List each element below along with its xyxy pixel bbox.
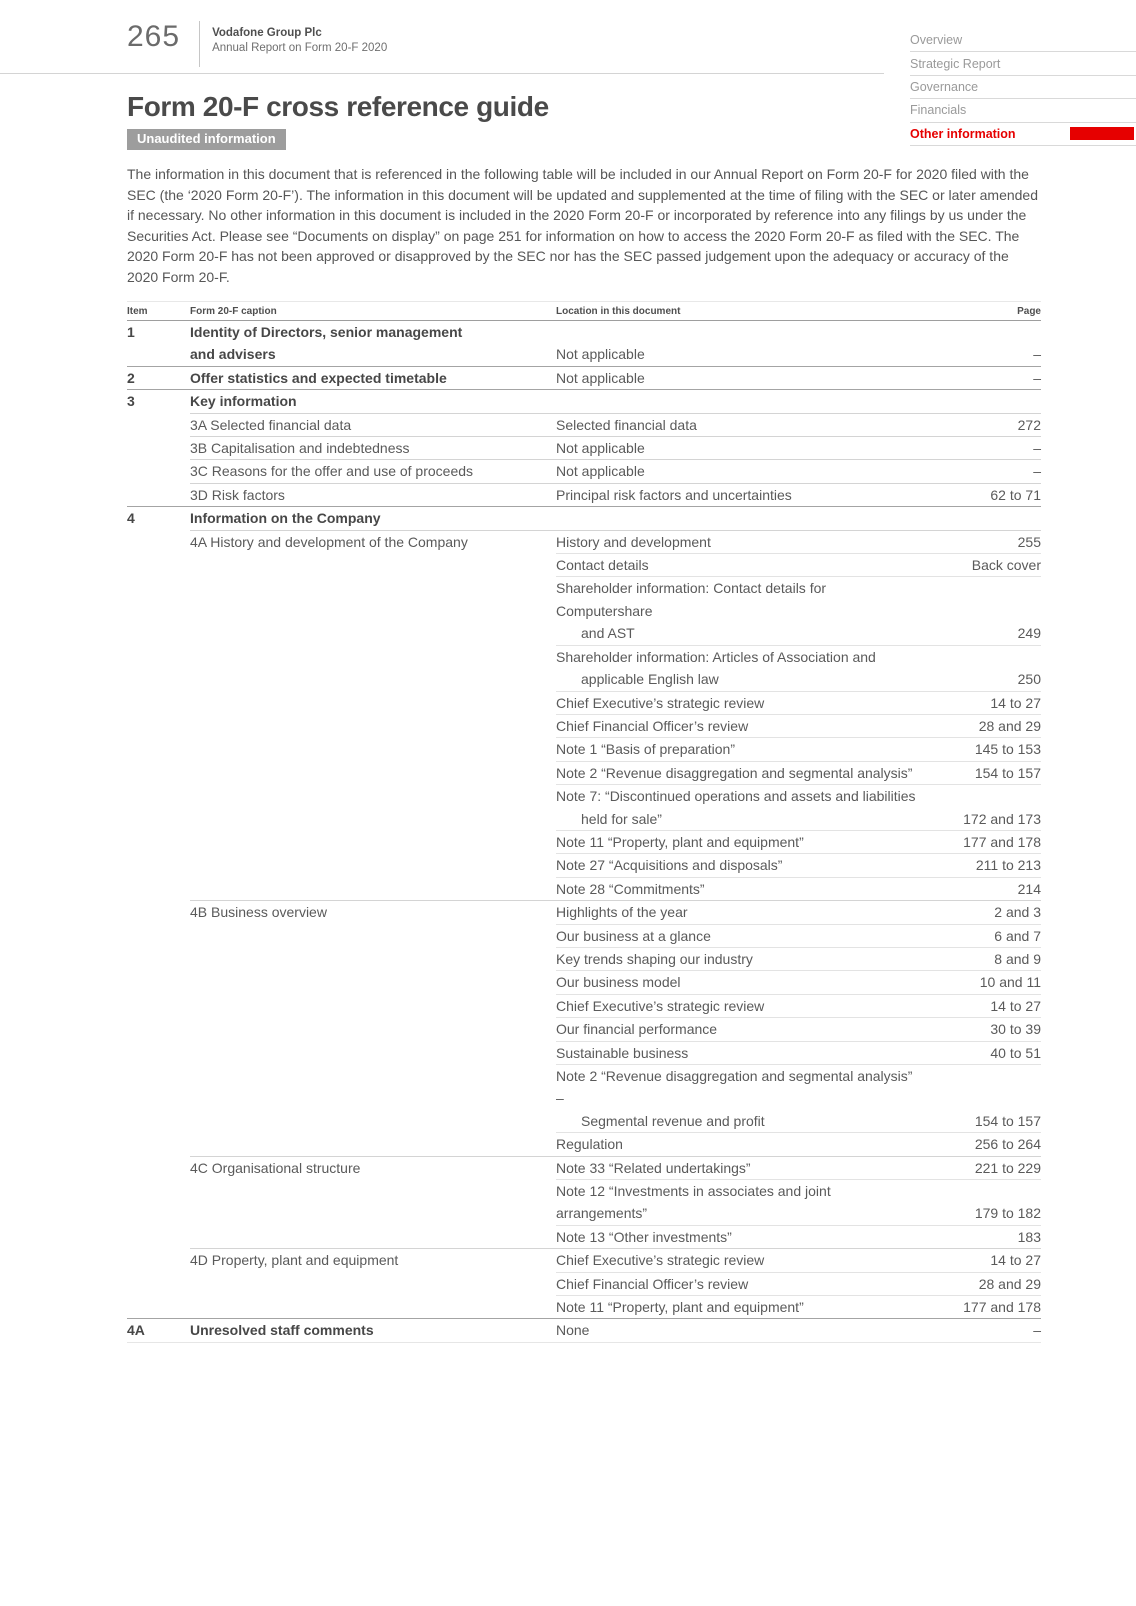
- page-cell: 145 to 153: [921, 738, 1041, 761]
- table-row: [127, 437, 1041, 460]
- section-nav: [910, 29, 1136, 146]
- table-row: [127, 691, 1041, 714]
- item-cell: [127, 1018, 190, 1041]
- table-row-item-1: [127, 321, 1041, 367]
- table-row: [127, 483, 1041, 506]
- page-cell: 14 to 27: [921, 1249, 1041, 1272]
- location-cell: Not applicable: [556, 437, 921, 460]
- table-row: [127, 577, 1041, 645]
- page-cell: –: [921, 1319, 1041, 1342]
- table-header-row: [127, 302, 1041, 321]
- table-row: [127, 1272, 1041, 1295]
- item-cell: [127, 854, 190, 877]
- item-cell: [127, 691, 190, 714]
- page-header: [0, 0, 884, 74]
- caption-cell: Information on the Company: [190, 507, 556, 530]
- caption-cell: [190, 761, 556, 784]
- item-cell: [127, 901, 190, 924]
- caption-cell: [190, 691, 556, 714]
- location-cell: Chief Executive’s strategic review: [556, 691, 921, 714]
- location-cell: Our business model: [556, 971, 921, 994]
- location-cell: Sustainable business: [556, 1041, 921, 1064]
- location-cell: Note 33 “Related undertakings”: [556, 1156, 921, 1179]
- table-row: [127, 1180, 1041, 1226]
- page-cell: 8 and 9: [921, 947, 1041, 970]
- intro-paragraph: The information in this document that is referenced in the following table will be included in our Annual Report on Form 20-F for 2020 filed with the SEC (the ‘2020 Form 20-F’). The information in this document will be updated and supplemented at the time of filing with the SEC or later amended if necessary. No other information in this document is included in the 2020 Form 20-F or incorporated by reference into any filings by us under the Securities Act. Please see “Documents on display” on page 251 for information on how to access the 2020 Form 20-F as filed with the SEC. The 2020 Form 20-F has not been approved or disapproved by the SEC nor has the SEC passed judgement upon the adequacy or accuracy of the 2020 Form 20-F.: [127, 166, 1038, 285]
- nav-item-label: Strategic Report: [910, 56, 1001, 71]
- page-cell: 154 to 157: [921, 1065, 1041, 1133]
- table-row: [127, 460, 1041, 483]
- column-header-page: Page: [921, 302, 1041, 321]
- location-cell: Note 7: “Discontinued operations and assets and liabilities held for sale”: [556, 785, 921, 831]
- table-row: [127, 901, 1041, 924]
- location-cell: Not applicable: [556, 321, 921, 367]
- nav-item-label: Other information: [910, 126, 1016, 141]
- item-cell: [127, 1249, 190, 1272]
- item-cell: 4: [127, 507, 190, 530]
- nav-item-strategic-report[interactable]: [910, 52, 1136, 75]
- location-cell: Note 11 “Property, plant and equipment”: [556, 1296, 921, 1319]
- caption-cell: [190, 877, 556, 900]
- page-cell: 14 to 27: [921, 994, 1041, 1017]
- item-cell: [127, 738, 190, 761]
- table-row: [127, 1296, 1041, 1319]
- company-name: Vodafone Group Plc: [212, 27, 322, 39]
- caption-cell: [190, 1296, 556, 1319]
- location-cell: Key trends shaping our industry: [556, 947, 921, 970]
- active-section-indicator-bar: [1070, 127, 1134, 140]
- caption-cell: [190, 577, 556, 645]
- page-cell: 62 to 71: [921, 483, 1041, 506]
- location-cell: Shareholder information: Contact details for Computershare and AST: [556, 577, 921, 645]
- caption-cell: 3A Selected financial data: [190, 413, 556, 436]
- table-row-item-2: [127, 366, 1041, 389]
- caption-cell: [190, 1272, 556, 1295]
- location-cell: History and development: [556, 530, 921, 553]
- item-cell: [127, 530, 190, 553]
- caption-cell: [190, 971, 556, 994]
- page-number: 265: [127, 20, 181, 53]
- caption-cell: [190, 1133, 556, 1156]
- location-cell: Chief Executive’s strategic review: [556, 1249, 921, 1272]
- page-title: Form 20-F cross reference guide: [127, 91, 549, 122]
- item-cell: 1: [127, 321, 190, 367]
- table-row: [127, 714, 1041, 737]
- location-cell: [556, 507, 921, 530]
- nav-item-label: Financials: [910, 103, 967, 118]
- header-divider: [199, 21, 200, 67]
- item-cell: [127, 1296, 190, 1319]
- item-cell: [127, 437, 190, 460]
- caption-cell: 4B Business overview: [190, 901, 556, 924]
- table-row: [127, 924, 1041, 947]
- table-row: [127, 1041, 1041, 1064]
- item-cell: [127, 483, 190, 506]
- page-cell: 249: [921, 577, 1041, 645]
- location-cell: Selected financial data: [556, 413, 921, 436]
- caption-cell: Offer statistics and expected timetable: [190, 366, 556, 389]
- item-cell: [127, 830, 190, 853]
- location-cell: Our business at a glance: [556, 924, 921, 947]
- table-row: [127, 1133, 1041, 1156]
- column-header-location: Location in this document: [556, 302, 921, 321]
- table-row: [127, 761, 1041, 784]
- item-cell: [127, 554, 190, 577]
- item-cell: [127, 714, 190, 737]
- location-cell: Highlights of the year: [556, 901, 921, 924]
- table-row: [127, 947, 1041, 970]
- location-cell: Note 28 “Commitments”: [556, 877, 921, 900]
- page-cell: 177 and 178: [921, 830, 1041, 853]
- caption-cell: 3C Reasons for the offer and use of proceeds: [190, 460, 556, 483]
- location-cell: Note 2 “Revenue disaggregation and segmental analysis” – Segmental revenue and profit: [556, 1065, 921, 1133]
- item-cell: [127, 1272, 190, 1295]
- page-cell: 183: [921, 1225, 1041, 1248]
- location-cell: Chief Financial Officer’s review: [556, 714, 921, 737]
- caption-cell: 4D Property, plant and equipment: [190, 1249, 556, 1272]
- page-cell: 177 and 178: [921, 1296, 1041, 1319]
- location-cell: Shareholder information: Articles of Association and applicable English law: [556, 645, 921, 691]
- page-cell: 272: [921, 413, 1041, 436]
- item-cell: [127, 577, 190, 645]
- location-cell: Note 27 “Acquisitions and disposals”: [556, 854, 921, 877]
- table-row: [127, 413, 1041, 436]
- page-cell: 154 to 157: [921, 761, 1041, 784]
- table-row: [127, 530, 1041, 553]
- location-cell: Chief Financial Officer’s review: [556, 1272, 921, 1295]
- location-cell: Contact details: [556, 554, 921, 577]
- item-cell: [127, 1156, 190, 1179]
- nav-item-governance[interactable]: [910, 76, 1136, 99]
- page-cell: 250: [921, 645, 1041, 691]
- page-cell: 214: [921, 877, 1041, 900]
- item-cell: [127, 1225, 190, 1248]
- table-row-item-4a: [127, 1319, 1041, 1342]
- location-cell: [556, 390, 921, 413]
- caption-cell: [190, 645, 556, 691]
- caption-cell: [190, 785, 556, 831]
- table-row: [127, 1065, 1041, 1133]
- page-cell: 256 to 264: [921, 1133, 1041, 1156]
- item-cell: [127, 785, 190, 831]
- table-row: [127, 645, 1041, 691]
- item-cell: 4A: [127, 1319, 190, 1342]
- location-cell: None: [556, 1319, 921, 1342]
- nav-item-financials[interactable]: [910, 99, 1136, 122]
- page-cell: Back cover: [921, 554, 1041, 577]
- page-cell: [921, 507, 1041, 530]
- item-cell: [127, 460, 190, 483]
- page-cell: 40 to 51: [921, 1041, 1041, 1064]
- table-row: [127, 1156, 1041, 1179]
- page-cell: 14 to 27: [921, 691, 1041, 714]
- location-cell: Regulation: [556, 1133, 921, 1156]
- table-row: [127, 994, 1041, 1017]
- caption-cell: [190, 1065, 556, 1133]
- location-cell: Chief Executive’s strategic review: [556, 994, 921, 1017]
- caption-cell: [190, 1018, 556, 1041]
- item-cell: [127, 1065, 190, 1133]
- main-content: [127, 92, 1041, 1343]
- item-cell: [127, 1133, 190, 1156]
- brand-block: [212, 20, 387, 56]
- caption-cell: [190, 1225, 556, 1248]
- table-row: [127, 738, 1041, 761]
- caption-cell: [190, 994, 556, 1017]
- caption-cell: [190, 714, 556, 737]
- item-cell: [127, 947, 190, 970]
- nav-item-label: Overview: [910, 33, 963, 48]
- page-cell: [921, 390, 1041, 413]
- caption-cell: [190, 924, 556, 947]
- table-header: [127, 302, 1041, 321]
- page-cell: –: [921, 460, 1041, 483]
- page-cell: 30 to 39: [921, 1018, 1041, 1041]
- page-cell: 179 to 182: [921, 1180, 1041, 1226]
- page-cell: 6 and 7: [921, 924, 1041, 947]
- table-row: [127, 1249, 1041, 1272]
- caption-cell: 4C Organisational structure: [190, 1156, 556, 1179]
- caption-cell: [190, 947, 556, 970]
- caption-cell: Unresolved staff comments: [190, 1319, 556, 1342]
- caption-cell: [190, 1041, 556, 1064]
- caption-cell: Identity of Directors, senior management and advisers: [190, 321, 556, 367]
- item-cell: 3: [127, 390, 190, 413]
- item-cell: [127, 924, 190, 947]
- caption-cell: [190, 1180, 556, 1226]
- caption-cell: [190, 830, 556, 853]
- table-body: [127, 321, 1041, 1343]
- page-cell: 10 and 11: [921, 971, 1041, 994]
- page-cell: 221 to 229: [921, 1156, 1041, 1179]
- nav-item-other-information[interactable]: [910, 123, 1136, 146]
- report-name: Annual Report on Form 20-F 2020: [212, 42, 388, 54]
- caption-cell: [190, 854, 556, 877]
- table-row: [127, 877, 1041, 900]
- page-cell: 211 to 213: [921, 854, 1041, 877]
- table-row-item-3: [127, 390, 1041, 413]
- page-cell: 28 and 29: [921, 1272, 1041, 1295]
- page-cell: 172 and 173: [921, 785, 1041, 831]
- item-cell: [127, 1180, 190, 1226]
- unaudited-badge: Unaudited information: [127, 129, 286, 150]
- caption-cell: 3D Risk factors: [190, 483, 556, 506]
- caption-cell: 3B Capitalisation and indebtedness: [190, 437, 556, 460]
- caption-cell: 4A History and development of the Company: [190, 530, 556, 553]
- item-cell: 2: [127, 366, 190, 389]
- item-cell: [127, 645, 190, 691]
- table-row-item-4: [127, 507, 1041, 530]
- nav-item-label: Governance: [910, 79, 979, 94]
- item-cell: [127, 1041, 190, 1064]
- page-cell: –: [921, 366, 1041, 389]
- table-row: [127, 785, 1041, 831]
- cross-reference-table: [127, 301, 1041, 1343]
- caption-cell: Key information: [190, 390, 556, 413]
- location-cell: Note 2 “Revenue disaggregation and segmental analysis”: [556, 761, 921, 784]
- item-cell: [127, 994, 190, 1017]
- table-row: [127, 971, 1041, 994]
- page-cell: –: [921, 437, 1041, 460]
- table-row: [127, 830, 1041, 853]
- table-row: [127, 854, 1041, 877]
- caption-cell: [190, 738, 556, 761]
- location-cell: Principal risk factors and uncertainties: [556, 483, 921, 506]
- table-row: [127, 1018, 1041, 1041]
- page-cell: 2 and 3: [921, 901, 1041, 924]
- nav-item-overview[interactable]: [910, 29, 1136, 52]
- page-cell: 255: [921, 530, 1041, 553]
- item-cell: [127, 877, 190, 900]
- location-cell: Note 13 “Other investments”: [556, 1225, 921, 1248]
- item-cell: [127, 761, 190, 784]
- caption-cell: [190, 554, 556, 577]
- table-row: [127, 1225, 1041, 1248]
- location-cell: Not applicable: [556, 366, 921, 389]
- item-cell: [127, 971, 190, 994]
- table-row: [127, 554, 1041, 577]
- location-cell: Not applicable: [556, 460, 921, 483]
- location-cell: Our financial performance: [556, 1018, 921, 1041]
- location-cell: Note 1 “Basis of preparation”: [556, 738, 921, 761]
- location-cell: Note 12 “Investments in associates and joint arrangements”: [556, 1180, 921, 1226]
- column-header-caption: Form 20-F caption: [190, 302, 556, 321]
- item-cell: [127, 413, 190, 436]
- location-cell: Note 11 “Property, plant and equipment”: [556, 830, 921, 853]
- column-header-item: Item: [127, 302, 190, 321]
- page-cell: 28 and 29: [921, 714, 1041, 737]
- page-cell: –: [921, 321, 1041, 367]
